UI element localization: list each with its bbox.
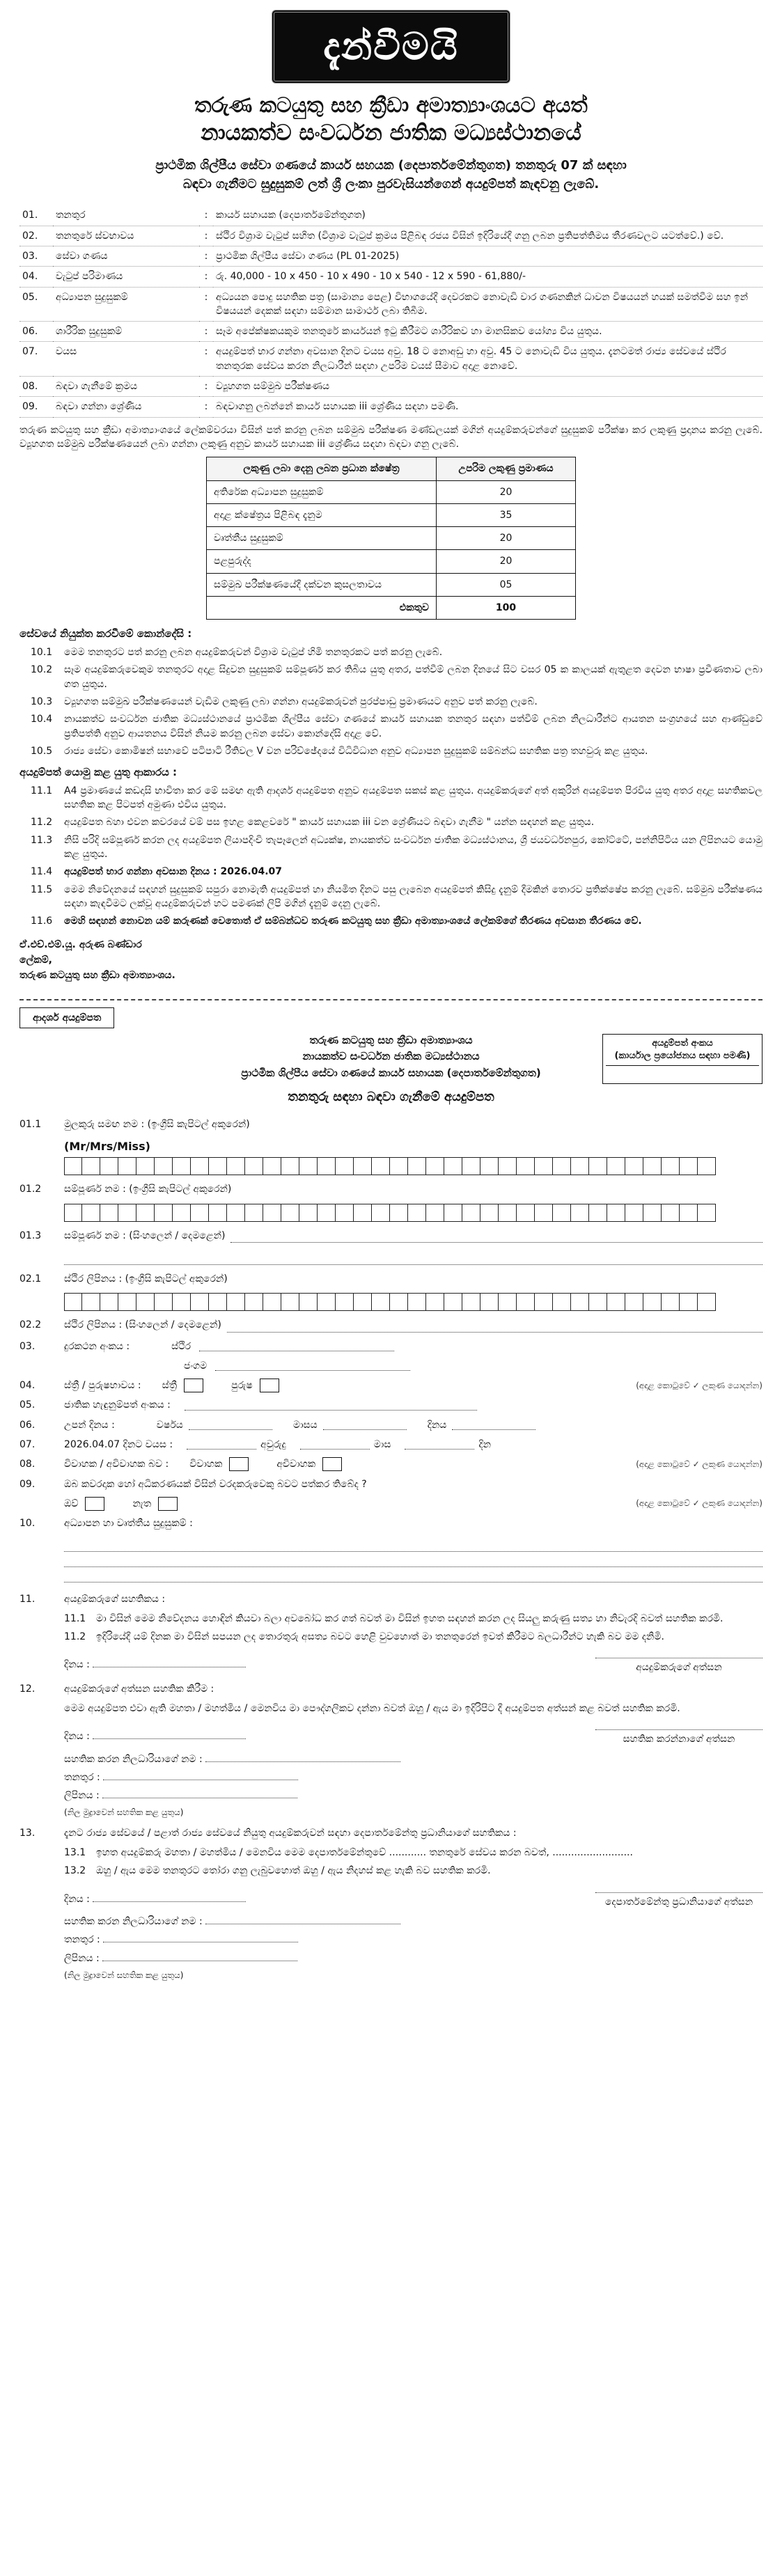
dob-month-input[interactable] bbox=[323, 1420, 407, 1430]
field-age: 07. 2026.04.07 දිනට වයස : අවුරුදු මාස දින bbox=[19, 1439, 492, 1451]
detail-label: තනතුර bbox=[53, 205, 199, 226]
condition-item bbox=[19, 744, 763, 758]
field-full-name-en: 01.2 සම්පූර්ණ නම : (ඉංග්‍රීසි කැපිටල් අකුරෙන්) bbox=[19, 1184, 232, 1195]
seal-note: (නිල මුද්‍රාවෙන් සහතික කළ යුතුය) bbox=[64, 1807, 184, 1818]
condition-item bbox=[19, 914, 763, 928]
application-form bbox=[19, 999, 763, 1106]
marks-total-score: 100 bbox=[437, 597, 576, 620]
certifier-name-row: සහතික කරන නිලධාරියාගේ නම : bbox=[64, 1752, 763, 1766]
condition-num: 10.4 bbox=[31, 714, 53, 725]
detail-label: අධ්‍යාපන සුදුසුකම් bbox=[53, 287, 199, 322]
gender-male-checkbox[interactable] bbox=[260, 1379, 279, 1392]
detail-row bbox=[19, 342, 763, 377]
full-name-si-input[interactable] bbox=[230, 1232, 763, 1243]
head-signature[interactable]: දෙපාර්තමේන්තු ප්‍රධානියාගේ අත්සන bbox=[595, 1892, 763, 1909]
detail-value: අධ්‍යයන පොදු සහතික පත්‍ර (සාමාන්‍ය පෙළ) විභාගයේදී දෙවරකට නොවැඩි වාර ගණනකින් ධාවන විෂයයන් හයක් සමත්වීම සහ ඉන් විෂයයන් දෙකක් සඳහා සම්මාන සාමාර්ථ ලබා තිබීම. bbox=[213, 287, 763, 322]
condition-num: 11.2 bbox=[31, 817, 53, 828]
marks-criteria: වෘත්තීය සුදුසුකම් bbox=[207, 527, 437, 550]
phone-fixed-input[interactable] bbox=[199, 1342, 394, 1351]
certifier-post-input[interactable] bbox=[103, 1770, 298, 1780]
intro-line-1: ප්‍රාථමික ශිල්පීය සේවා ගණයේ කාර්ය සහයක (දෙපාර්තමේන්තුගත) තනතුරු 07 ක් සඳහා bbox=[155, 157, 627, 173]
detail-label: තනතුරේ ස්වභාවය bbox=[53, 226, 199, 246]
detail-num: 08. bbox=[19, 377, 53, 397]
applicant-signature-row: දිනය : අයදුම්කරුගේ අත්සන bbox=[64, 1658, 763, 1674]
detail-colon: : bbox=[199, 322, 213, 342]
condition-text: නායකත්ව සංවර්ධන ජාතික මධ්‍යස්ථානයේ ප්‍රාථමික ශිල්පීය සේවා ගණයේ කාර්ය සහායක තනතුර සඳහා පත්වීම් ලබන නිලධාරීන්ට ආයතන සංග්‍රහයේ සහ ආණ්ඩුවේ ප්‍රතිපත්ති අනුව ආයතනය විසින් නියම කරනු ලබන සේවා කොන්දේසි අදාළ වේ. bbox=[64, 714, 763, 739]
condition-num: 10.1 bbox=[31, 647, 53, 659]
condition-text: A4 ප්‍රමාණයේ කඩදාසි භාවිතා කර මේ සමඟ ඇති ආදර්ශ අයදුම්පත අනුව අයදුම්පත සකස් කළ යුතුය. අයදුම්කරුගේ අත් අකුරින් අයදුම්පත පිරවිය යුතු අතර අදාළ සහතිකවල සහතික කළ පිටපත් අමුණා එවිය යුතුය. bbox=[64, 785, 763, 811]
field-nic: 05. ජාතික හැඳුනුම්පත් අංකය : bbox=[19, 1398, 763, 1412]
conviction-yes-checkbox[interactable] bbox=[85, 1497, 104, 1511]
detail-row bbox=[19, 287, 763, 322]
field-conviction: 09. ඔබ කවරදාක හෝ අධිකරණයක් විසින් වරදකරුවෙකු බවට පත්කර තිබේද ? bbox=[19, 1478, 367, 1490]
condition-text: ව්‍යූහගත සම්මුඛ පරීක්ෂණයෙන් වැඩිම ලකුණු ලබා ගන්නා අයදුම්කරුවන් පුරප්පාඩු ප්‍රමාණයට අනුව පත් කරනු ලැබේ. bbox=[64, 696, 538, 707]
detail-num: 03. bbox=[19, 246, 53, 266]
detail-value: ව්‍යූහගත සම්මුඛ පරීක්ෂණය bbox=[213, 377, 763, 397]
detail-row bbox=[19, 267, 763, 287]
certifier-name-input[interactable] bbox=[205, 1752, 400, 1762]
detail-colon: : bbox=[199, 267, 213, 287]
detail-value: ප්‍රාථමික ශිල්පීය සේවා ගණය (PL 01-2025) bbox=[213, 246, 763, 266]
detail-label: බඳවා ගැනීමේ ක්‍රමය bbox=[53, 377, 199, 397]
certifier-date-input[interactable] bbox=[93, 1738, 246, 1739]
detail-label: වයස bbox=[53, 342, 199, 377]
form-title-3: ප්‍රාථමික ශිල්පීය සේවා ගණයේ කාර්ය සහායක (දෙපාර්තමේන්තුගත) bbox=[241, 1066, 541, 1079]
condition-text: සෑම අයදුම්කරුවෙකුම තනතුරට අදාළ සිදුවන සුදුසුකම් සම්පූර්ණ කර තිබිය යුතු අතර, පත්වීම් ලබන දිනයේ සිට වසර 05 ක කාලයක් ඇතුළත දෙවන භාෂා ප්‍රවීණතාව ලබා ගත යුතුය. bbox=[64, 664, 763, 690]
section-11-list bbox=[19, 784, 763, 929]
marks-criteria: අදාළ ක්ෂේත්‍රය පිළිබඳ දැනුම bbox=[207, 503, 437, 526]
section-11-title: අයදුම්පත් යොමු කළ යුතු ආකාරය : bbox=[19, 766, 178, 779]
signatory-name: ඒ.එච්.එම්.යූ. අරුණ බණ්ඩාර bbox=[19, 938, 142, 950]
condition-num: 11.6 bbox=[31, 916, 53, 927]
marks-row bbox=[207, 480, 576, 503]
full-name-si-input-2[interactable] bbox=[64, 1250, 763, 1265]
marks-intro: තරුණ කටයුතු සහ ක්‍රීඩා අමාත්‍යාංශයේ ලේකම්වරයා විසින් පත් කරනු ලබන සම්මුඛ පරීක්ෂණ මණ්ඩලයක් මගින් අයදුම්කරුවන්ගේ සුදුසුකම් පරීක්ෂා කර ලකුණු ප්‍රදානය කරනු ලැබේ. ව්‍යූහගත සම්මුඛ පරීක්ෂණයෙන් ලබා ගන්නා ලකුණු අනුව කාර්ය සහායක iii ශ්‍රේණිය සඳහා බඳවා ගනු ලැබේ. bbox=[19, 424, 763, 450]
head-cert-13-1: 13.1 ඉහත අයදුම්කරු මහතා / මහත්මිය / මෙනවිය මෙම දෙපාර්තමේන්තුවේ ............ තනතුරේ සේවය කරන බවත්, .......................... bbox=[64, 1847, 633, 1859]
section-10-title: සේවයේ නියුක්ත කරවීමේ කොන්දේසි : bbox=[19, 627, 192, 641]
certifier-addr-row: ලිපිනය : bbox=[64, 1789, 763, 1803]
certifier-signature-row: දිනය : සහතික කරන්නාගේ අත්සන bbox=[64, 1729, 763, 1746]
head-name-input[interactable] bbox=[205, 1915, 400, 1924]
full-name-en-boxes[interactable] bbox=[64, 1204, 763, 1222]
detail-row bbox=[19, 205, 763, 226]
section-10-list bbox=[19, 645, 763, 758]
marks-row bbox=[207, 503, 576, 526]
field-name-initials: 01.1 මුලකුරු සමඟ නම : (ඉංග්‍රීසි කැපිටල් අකුරෙන්) bbox=[19, 1118, 250, 1130]
detail-row bbox=[19, 246, 763, 266]
condition-num: 10.5 bbox=[31, 745, 53, 757]
qualifications-input-1[interactable] bbox=[64, 1537, 763, 1552]
signatory-title: ලේකම්, bbox=[19, 954, 52, 966]
details-table bbox=[19, 205, 763, 417]
name-prefix-row bbox=[64, 1138, 763, 1154]
detail-colon: : bbox=[199, 342, 213, 377]
detail-num: 09. bbox=[19, 397, 53, 417]
condition-num: 11.3 bbox=[31, 834, 53, 846]
applicant-signature[interactable]: අයදුම්කරුගේ අත්සන bbox=[595, 1658, 763, 1674]
appno-label: අයදුම්පත් අංකය bbox=[652, 1037, 713, 1049]
marks-head-criteria: ලකුණු ලබා දෙනු ලබන ප්‍රධාන ක්ෂේත්‍ර bbox=[207, 457, 437, 480]
condition-item bbox=[19, 663, 763, 691]
head-addr-input[interactable] bbox=[102, 1951, 297, 1961]
condition-text: මෙම තනතුරට පත් කරනු ලබන අයදුම්කරුවන් විශ්‍රාම වැටුප් හිමි තනතුරකට පත් කරනු ලැබේ. bbox=[64, 647, 443, 659]
condition-text: අයදුම්පත් භාර ගන්නා අවසාන දිනය : 2026.04.07 bbox=[64, 866, 283, 878]
institute-title: නායකත්ව සංවර්ධන ජාතික මධ්‍යස්ථානයේ bbox=[201, 120, 581, 146]
dob-day-input[interactable] bbox=[452, 1420, 535, 1430]
detail-value: බඳවාගනු ලබන්නේ කාර්ය සහායක iii ශ්‍රේණිය සඳහා පමණි. bbox=[213, 397, 763, 417]
detail-num: 01. bbox=[19, 205, 53, 226]
detail-colon: : bbox=[199, 226, 213, 246]
head-signature-row: දිනය : දෙපාර්තමේන්තු ප්‍රධානියාගේ අත්සන bbox=[64, 1892, 763, 1909]
phone-mobile-input[interactable] bbox=[215, 1361, 410, 1371]
condition-text: මෙහි සඳහන් නොවන යම් කරුණක් වෙතොත් ඒ සම්බන්ධව තරුණ කටයුතු සහ ක්‍රීඩා අමාත්‍යාංශයේ ලේකම්ගේ තීරණය අවසාන තීරණය වේ. bbox=[64, 916, 642, 927]
age-days-input[interactable] bbox=[405, 1440, 474, 1450]
field-declaration: 11. අයදුම්කරුගේ සහතිකය : bbox=[19, 1593, 166, 1605]
nic-input[interactable] bbox=[185, 1401, 477, 1411]
age-months-input[interactable] bbox=[300, 1440, 370, 1450]
marks-table bbox=[206, 457, 576, 620]
detail-value: සෑම අපේක්ෂකයකුම තනතුරේ කාර්යයන් ඉටු කිරීමට ශාරීරිකව හා මානසිකව යෝග්‍ය විය යුතුය. bbox=[213, 322, 763, 342]
intro-line-2: බඳවා ගැනීමට සුදුසුකම් ලත් ශ්‍රී ලංකා පුරවැසියන්ගෙන් අයදුම්පත් කැඳවනු ලැබේ. bbox=[182, 177, 600, 192]
marks-score: 20 bbox=[437, 550, 576, 573]
condition-text: රාජ්‍ය සේවා කොමිෂන් සභාවේ පටිපාටි රීතිවල V වන පරිච්ඡේදයේ විධිවිධාන අනුව අධ්‍යාපන සුදුසුකම් සම්බන්ධ සහතික පත්‍ර තහවුරු කළ යුතුය. bbox=[64, 745, 648, 757]
field-address-si: 02.2 ස්ථිර ලිපිනය : (සිංහලෙන් / දෙමළෙන්) bbox=[19, 1318, 763, 1332]
name-initials-boxes[interactable] bbox=[64, 1157, 763, 1175]
detail-label: සේවා ගණය bbox=[53, 246, 199, 266]
form-title-1: තරුණ කටයුතු සහ ක්‍රීඩා අමාත්‍යාංශය bbox=[309, 1034, 473, 1047]
detail-colon: : bbox=[199, 246, 213, 266]
marks-score: 05 bbox=[437, 573, 576, 596]
marks-head-score: උපරිම ලකුණු ප්‍රමාණය bbox=[437, 457, 576, 480]
marks-score: 20 bbox=[437, 480, 576, 503]
detail-value: අයදුම්පත් භාර ගන්නා අවසාන දිනට වයස අවු. 18 ට නොඅඩු හා අවු. 45 ට නොවැඩි විය යුතුය. දැනටමත් රාජ්‍ය සේවයේ ස්ථිර තනතුරක සේවය කරන නිලධාරීන් සඳහා උපරිම වයස් සීමාව අදාළ නොවේ. bbox=[213, 342, 763, 377]
field-gender: 04. ස්ත්‍රී / පුරුෂභාවය : ස්ත්‍රී පුරුෂ (අදාළ කොටුවේ ✓ ලකුණ යොදන්න) bbox=[19, 1379, 763, 1392]
detail-num: 04. bbox=[19, 267, 53, 287]
conviction-no-checkbox[interactable] bbox=[158, 1497, 178, 1511]
detail-row bbox=[19, 397, 763, 417]
condition-num: 11.5 bbox=[31, 883, 53, 895]
certifier-addr-input[interactable] bbox=[102, 1789, 297, 1798]
notice-intro bbox=[19, 156, 763, 195]
detail-num: 06. bbox=[19, 322, 53, 342]
marks-score: 20 bbox=[437, 527, 576, 550]
detail-value: රු. 40,000 - 10 x 450 - 10 x 490 - 10 x 540 - 12 x 590 - 61,880/- bbox=[213, 267, 763, 287]
address-en-boxes[interactable] bbox=[64, 1293, 763, 1311]
marks-total-label: එකතුව bbox=[207, 597, 437, 620]
field-qualifications: 10. අධ්‍යාපන හා වෘත්තීය සුදුසුකම් : bbox=[19, 1518, 193, 1530]
condition-num: 11.1 bbox=[31, 785, 53, 796]
detail-row bbox=[19, 226, 763, 246]
head-cert-13-2: 13.2 ඔහු / ඇය මෙම තනතුරට තෝරා ගනු ලැබුවහොත් ඔහු / ඇය නිදහස් කළ හැකි බව සහතික කරමි. bbox=[64, 1865, 491, 1877]
condition-item bbox=[19, 712, 763, 741]
detail-label: ශාරීරික සුදුසුකම් bbox=[53, 322, 199, 342]
qualifications-input-3[interactable] bbox=[64, 1567, 763, 1582]
declaration-11-2: 11.2 ඉදිරියේදී යම් දිනක මා විසින් සපයන ලද තොරතුරු අසත්‍ය බවට හෙළි වුවහොත් මා තනතුරෙන් ඉවත් කිරීමට බලධාරීන්ට හැකි බව මම දනිමි. bbox=[64, 1631, 664, 1643]
signatory-block bbox=[19, 937, 763, 984]
age-years-input[interactable] bbox=[187, 1440, 256, 1450]
certifier-signature[interactable]: සහතික කරන්නාගේ අත්සන bbox=[595, 1729, 763, 1746]
banner-wrap bbox=[19, 10, 763, 84]
condition-num: 10.2 bbox=[31, 664, 53, 676]
detail-label: වැටුප් පරිමාණය bbox=[53, 267, 199, 287]
field-marital: 08. විවාහක / අවිවාහක බව : විවාහක අවිවාහක (අදාළ කොටුවේ ✓ ලකුණ යොදන්න) bbox=[19, 1457, 763, 1471]
ministry-title: තරුණ කටයුතු සහ ක්‍රීඩා අමාත්‍යාංශයට අයත් bbox=[194, 93, 588, 118]
marks-row bbox=[207, 573, 576, 596]
declaration-11-1: 11.1 මා විසින් මෙම නිවේදනය හොඳින් කියවා බලා අවබෝධ කර ගත් බවත් මා විසින් ඉහත සඳහන් කරන ලද සියලු කරුණු සත්‍ය හා නිවැරදි බවත් සහතික කරමි. bbox=[64, 1612, 724, 1624]
application-number-box bbox=[602, 1034, 763, 1084]
marks-score: 35 bbox=[437, 503, 576, 526]
detail-colon: : bbox=[199, 377, 213, 397]
detail-colon: : bbox=[199, 397, 213, 417]
name-prefix: (Mr/Mrs/Miss) bbox=[64, 1140, 150, 1154]
detail-colon: : bbox=[199, 287, 213, 322]
detail-row bbox=[19, 377, 763, 397]
unmarried-checkbox[interactable] bbox=[322, 1457, 342, 1471]
detail-num: 05. bbox=[19, 287, 53, 322]
appno-note: (කාර්යාල ප්‍රයෝජනය සඳහා පමණි) bbox=[614, 1050, 751, 1061]
marks-criteria: පළපුරුද්ද bbox=[207, 550, 437, 573]
head-name-row: සහතික කරන නිලධාරියාගේ නම : bbox=[64, 1915, 763, 1929]
married-checkbox[interactable] bbox=[229, 1457, 249, 1471]
condition-item bbox=[19, 784, 763, 812]
field-head-certificate: 13. දැනට රාජ්‍ය සේවයේ / පළාත් රාජ්‍ය සේවයේ නියුතු අයදුම්කරුවන් සඳහා දෙපාර්තමේන්තු ප්‍රධානියාගේ සහතිකය : bbox=[19, 1827, 517, 1839]
detail-label: බඳවා ගන්නා ශ්‍රේණිය bbox=[53, 397, 199, 417]
dob-year-input[interactable] bbox=[189, 1420, 272, 1430]
field-phone-mobile: ජංගම bbox=[19, 1359, 763, 1373]
condition-num: 11.4 bbox=[31, 866, 53, 878]
condition-item bbox=[19, 883, 763, 911]
field-dob: 06. උපන් දිනය : වර්ෂය මාසය දිනය bbox=[19, 1418, 763, 1432]
marks-criteria: අතිරේක අධ්‍යාපන සුදුසුකම් bbox=[207, 480, 437, 503]
detail-row bbox=[19, 322, 763, 342]
condition-text: අයදුම්පත බහා එවන කවරයේ වම් පස ඉහළ කෙළවරේ " කාර්ය සහායක iii වන ශ්‍රේණියට බඳවා ගැනීම " යන්න සඳහන් කළ යුතුය. bbox=[64, 817, 595, 828]
condition-num: 10.3 bbox=[31, 696, 53, 707]
appno-field[interactable] bbox=[606, 1065, 759, 1081]
condition-item bbox=[19, 865, 763, 879]
detail-value: කාර්ය සහායක (දෙපාර්තමේන්තුගත) bbox=[213, 205, 763, 226]
detail-value: ස්ථිර විශ්‍රාම වැටුප් සහිත (විශ්‍රාම වැටුප් ක්‍රමය පිළිබඳ රජය විසින් ඉදිරියේදී ගනු ලබන ප්‍රතිපත්තිමය තීරණවලට යටත්වේ.) වේ. bbox=[213, 226, 763, 246]
certification-text: මෙම අයදුම්පත එවා ඇති මහතා / මහත්මිය / මෙනවිය මා පෞද්ගලිකව දන්නා බවත් ඔහු / ඇය මා ඉදිරිපිට දී අයදුම්පත අත්සන් කළ බවත් සහතික කරමි. bbox=[64, 1703, 680, 1714]
condition-item bbox=[19, 645, 763, 659]
address-si-input[interactable] bbox=[227, 1321, 763, 1333]
condition-text: මෙම නිවේදනයේ සඳහන් සුදුසුකම් සපුරා නොමැති අයදුම්පත් හා නියමිත දිනට පසු ලැබෙන අයදුම්පත් කිසිදු දැනුම් දීමකින් තොරව ප්‍රතික්ෂේප කරනු ලැබේ. සම්මුඛ පරීක්ෂණය සඳහා කැඳවීමට ලක්වූ අයදුම්කරුවන් හට පමණක් ලිපි මගින් දැනුම් දෙනු ලැබේ. bbox=[64, 883, 763, 909]
head-post-input[interactable] bbox=[103, 1933, 298, 1942]
signatory-org: තරුණ කටයුතු සහ ක්‍රීඩා අමාත්‍යාංශය. bbox=[19, 970, 175, 982]
gender-female-checkbox[interactable] bbox=[184, 1379, 203, 1392]
marks-row bbox=[207, 550, 576, 573]
form-title-2: නායකත්ව සංවර්ධන ජාතික මධ්‍යස්ථානය bbox=[302, 1050, 480, 1063]
form-main-title: තනතුරු සඳහා බඳවා ගැනීමේ අයදුම්පත bbox=[288, 1089, 494, 1104]
field-conviction-answer: ඔව් නැත (අදාළ කොටුවේ ✓ ලකුණ යොදන්න) bbox=[19, 1497, 763, 1511]
condition-item bbox=[19, 833, 763, 862]
field-full-name-si: 01.3 සම්පූර්ණ නම : (සිංහලෙන් / දෙමළෙන්) bbox=[19, 1229, 763, 1243]
field-phone: 03. දුරකථන අංකය : ස්ථිර bbox=[19, 1340, 763, 1353]
detail-num: 02. bbox=[19, 226, 53, 246]
marks-total-row bbox=[207, 597, 576, 620]
certifier-post-row: තනතුර : bbox=[64, 1770, 763, 1784]
head-seal-note: (නිල මුද්‍රාවෙන් සහතික කළ යුතුය) bbox=[64, 1970, 184, 1980]
field-certification: 12. අයදුම්කරුගේ අත්සන සහතික කිරීම : bbox=[19, 1683, 214, 1695]
head-date-input[interactable] bbox=[93, 1901, 246, 1902]
marks-criteria: සම්මුඛ පරීක්ෂණයේදී දක්වන කුසලතාවය bbox=[207, 573, 437, 596]
detail-colon: : bbox=[199, 205, 213, 226]
head-addr-row: ලිපිනය : bbox=[64, 1951, 763, 1965]
notice-banner: දැන්වීමයි bbox=[272, 10, 510, 84]
detail-num: 07. bbox=[19, 342, 53, 377]
condition-item bbox=[19, 815, 763, 829]
qualifications-input-2[interactable] bbox=[64, 1552, 763, 1567]
condition-item bbox=[19, 695, 763, 709]
head-post-row: තනතුර : bbox=[64, 1933, 763, 1947]
condition-text: නිසි පරිදි සම්පූර්ණ කරන ලද අයදුම්පත ලියාපදිංචි තැපෑලෙන් අධ්‍යක්ෂ, නායකත්ව සංවර්ධන ජාතික මධ්‍යස්ථානය, ශ්‍රී ජයවර්ධනපුර, කෝට්ටේ, පන්නිපිටිය යන ලිපිනයට යොමු කළ යුතුය. bbox=[64, 834, 763, 861]
marks-row bbox=[207, 527, 576, 550]
field-address-en: 02.1 ස්ථිර ලිපිනය : (ඉංග්‍රීසි කැපිටල් අකුරෙන්) bbox=[19, 1273, 228, 1285]
model-application-label: ආදර්ශ අයදුම්පත bbox=[19, 1007, 114, 1028]
